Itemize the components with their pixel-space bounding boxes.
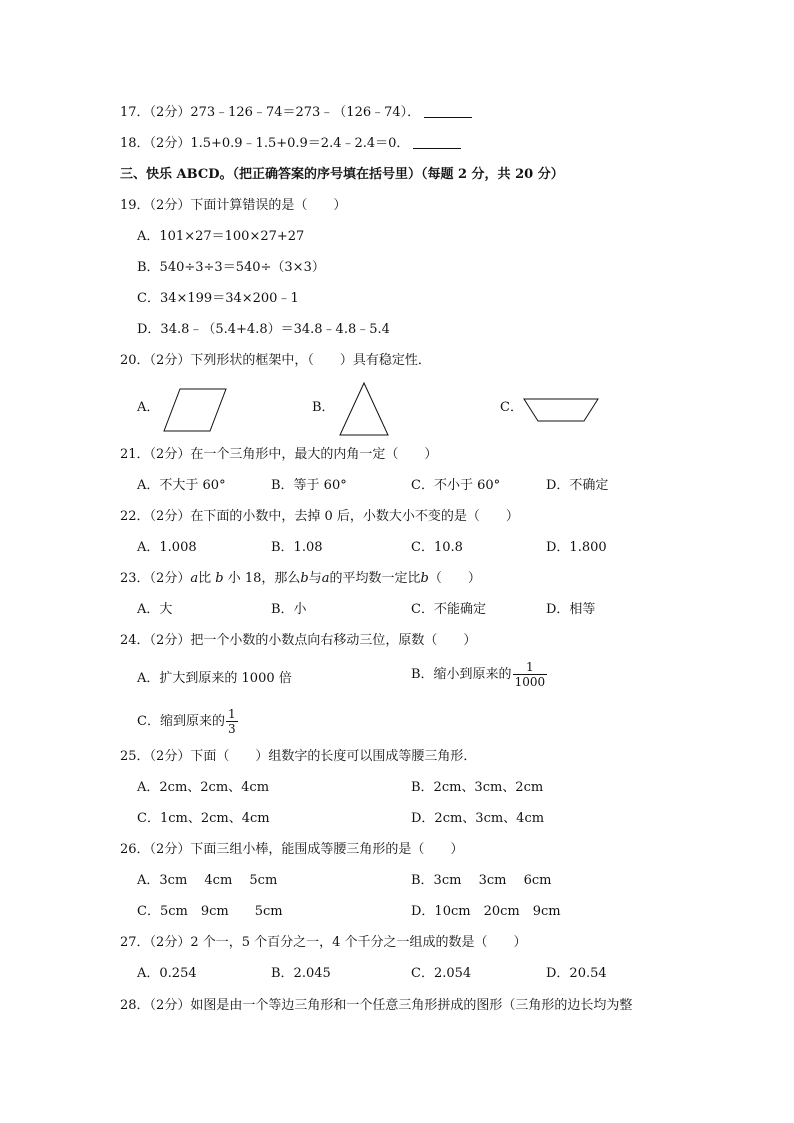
- question-18-text: 18．（2分）1.5+0.9﹣1.5+0.9＝2.4﹣2.4＝0．: [120, 136, 410, 151]
- q20-option-c-label[interactable]: C．: [500, 400, 523, 415]
- q22-option-d[interactable]: D．1.800: [546, 540, 607, 555]
- q23-option-a[interactable]: A．大: [137, 602, 173, 617]
- q26-option-d[interactable]: D．10cm 20cm 9cm: [411, 904, 561, 919]
- var-b: b: [215, 571, 224, 586]
- q23-option-c[interactable]: C．不能确定: [411, 602, 486, 617]
- q23-text-1: 比: [198, 571, 216, 586]
- q24-option-a[interactable]: A．扩大到原来的 1000 倍: [137, 671, 292, 686]
- question-25-stem: 25．（2分）下面（ ）组数字的长度可以围成等腰三角形．: [120, 749, 477, 764]
- question-19-stem: 19．（2分）下面计算错误的是（ ）: [120, 198, 347, 213]
- q21-option-b[interactable]: B．等于 60°: [271, 478, 347, 493]
- q27-option-c[interactable]: C．2.054: [411, 966, 472, 981]
- var-a: a: [190, 571, 199, 586]
- answer-blank-18[interactable]: [413, 136, 461, 149]
- fraction-numerator: 1: [227, 707, 236, 721]
- question-17: [120, 104, 472, 122]
- q22-option-a[interactable]: A．1.008: [137, 540, 197, 555]
- fraction-1-1000: [513, 660, 548, 689]
- parallelogram-figure: [162, 387, 228, 433]
- q27-option-d[interactable]: D．20.54: [546, 966, 607, 981]
- answer-blank-17[interactable]: [424, 105, 472, 118]
- q21-option-a[interactable]: A．不大于 60°: [137, 478, 226, 493]
- q24-option-b[interactable]: [411, 660, 547, 689]
- q22-option-c[interactable]: C．10.8: [411, 540, 463, 555]
- q25-option-b[interactable]: B．2cm、3cm、2cm: [411, 780, 544, 795]
- q21-option-c[interactable]: C．不小于 60°: [411, 478, 501, 493]
- q26-option-b[interactable]: B．3cm 3cm 6cm: [411, 873, 552, 888]
- var-b: b: [420, 571, 429, 586]
- question-17-text: 17．（2分）273﹣126﹣74＝273﹣（126﹣74）．: [120, 105, 421, 120]
- q25-option-d[interactable]: D．2cm、3cm、4cm: [411, 811, 545, 826]
- question-26-stem: 26．（2分）下面三组小棒，能围成等腰三角形的是（ ）: [120, 842, 464, 857]
- section-3-heading: 三、快乐 ABCD。（把正确答案的序号填在括号里）（每题 2 分，共 20 分）: [120, 167, 564, 182]
- question-28-stem: 28．（2分）如图是由一个等边三角形和一个任意三角形拼成的图形（三角形的边长均为整: [120, 998, 633, 1013]
- q19-option-d[interactable]: D．34.8﹣（5.4+4.8）＝34.8﹣4.8﹣5.4: [137, 322, 390, 337]
- q27-option-b[interactable]: B．2.045: [271, 966, 331, 981]
- q19-option-b[interactable]: B．540÷3÷3＝540÷（3×3）: [137, 260, 325, 275]
- question-23-stem: [120, 570, 481, 588]
- trapezoid-figure: [522, 397, 600, 423]
- q23-text-3: 与: [308, 571, 322, 586]
- fraction-denominator: 3: [227, 722, 236, 736]
- q24-option-b-text: B．缩小到原来的: [411, 667, 512, 682]
- q23-option-b[interactable]: B．小: [271, 602, 307, 617]
- q23-text-5: （ ）: [428, 571, 481, 586]
- question-21-stem: 21．（2分）在一个三角形中，最大的内角一定（ ）: [120, 447, 438, 462]
- q22-option-b[interactable]: B．1.08: [271, 540, 323, 555]
- q24-option-c-text: C．缩到原来的: [137, 714, 225, 729]
- q26-option-a[interactable]: A．3cm 4cm 5cm: [137, 873, 278, 888]
- question-20-stem: 20．（2分）下列形状的框架中，（ ）具有稳定性．: [120, 353, 431, 368]
- question-24-stem: 24．（2分）把一个小数的小数点向右移动三位，原数（ ）: [120, 633, 477, 648]
- q26-option-c[interactable]: C．5cm 9cm 5cm: [137, 904, 283, 919]
- q23-text-4: 的平均数一定比: [329, 571, 421, 586]
- q24-option-c[interactable]: [137, 707, 238, 736]
- q23-option-d[interactable]: D．相等: [546, 602, 596, 617]
- question-22-stem: 22．（2分）在下面的小数中，去掉 0 后，小数大小不变的是（ ）: [120, 509, 519, 524]
- q23-text-2: 小 18，那么: [223, 571, 301, 586]
- question-27-stem: 27．（2分）2 个一，5 个百分之一，4 个千分之一组成的数是（ ）: [120, 935, 527, 950]
- triangle-figure: [338, 381, 390, 437]
- var-a: a: [321, 571, 330, 586]
- q25-option-c[interactable]: C．1cm、2cm、4cm: [137, 811, 270, 826]
- q27-option-a[interactable]: A．0.254: [137, 966, 197, 981]
- fraction-numerator: 1: [526, 660, 534, 674]
- q20-option-b-label[interactable]: B．: [312, 400, 335, 415]
- q25-option-a[interactable]: A．2cm、2cm、4cm: [137, 780, 270, 795]
- q23-number: 23．（2分）: [120, 571, 191, 586]
- q21-option-d[interactable]: D．不确定: [546, 478, 609, 493]
- var-b: b: [300, 571, 309, 586]
- q19-option-c[interactable]: C．34×199＝34×200﹣1: [137, 291, 299, 306]
- fraction-denominator: 1000: [514, 675, 546, 689]
- question-18: [120, 135, 461, 153]
- q19-option-a[interactable]: A．101×27＝100×27+27: [137, 229, 305, 244]
- q20-option-a-label[interactable]: A．: [137, 400, 160, 415]
- fraction-1-3: [226, 707, 238, 736]
